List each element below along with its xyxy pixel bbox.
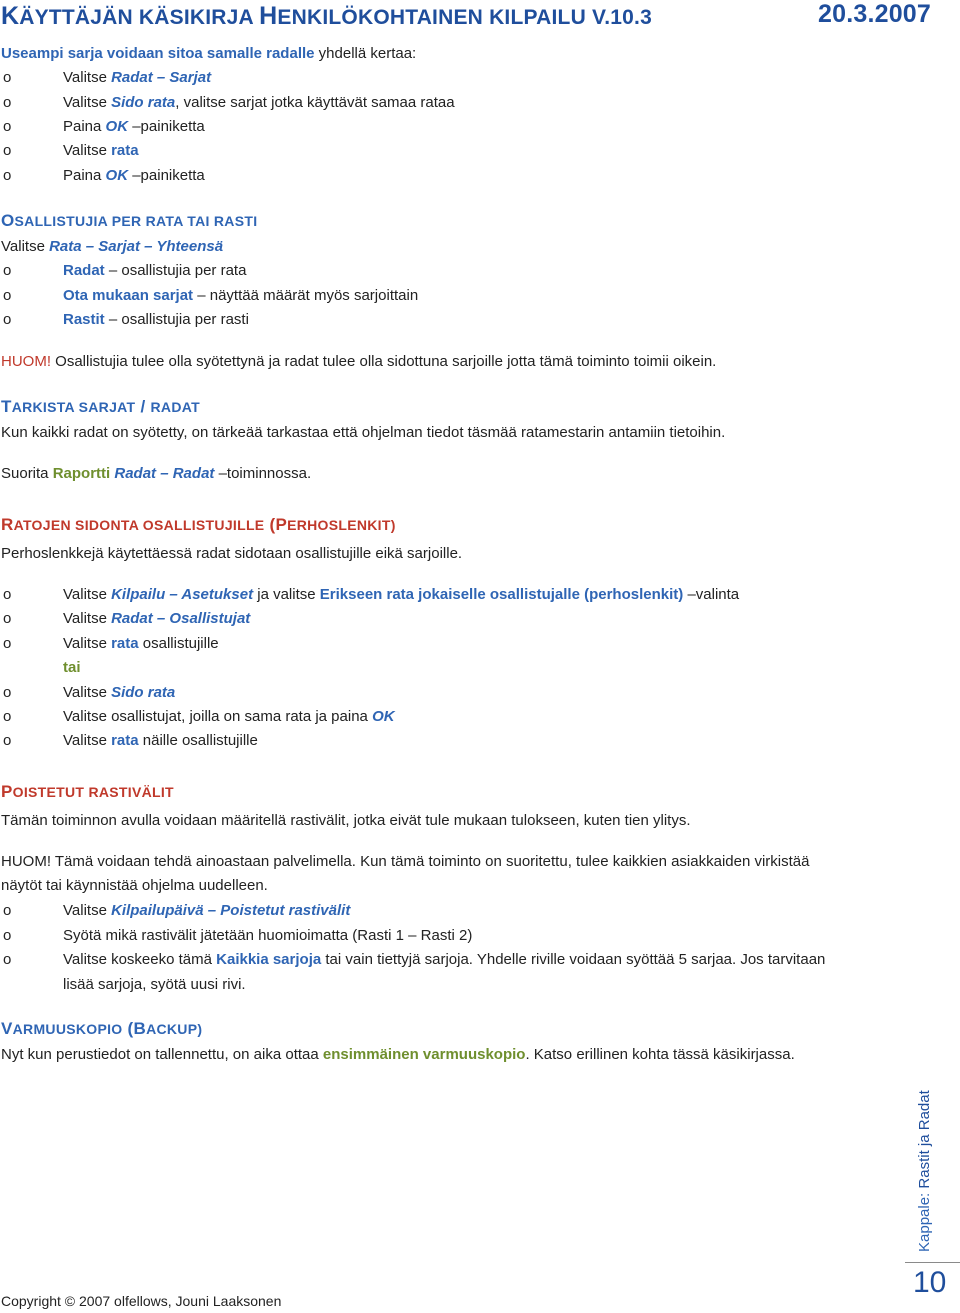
item-text: Valitse <box>63 586 112 603</box>
heading-text: ACKUP) <box>146 1021 203 1037</box>
heading-text: ARMUUSKOPIO <box>12 1021 123 1037</box>
chapter-prefix: Kappale: <box>916 1188 933 1252</box>
item-text: –valinta <box>683 586 740 603</box>
removed-note-line1: HUOM! Tämä voidaan tehdä ainoastaan palvelimella. Kun tämä toiminto on suoritettu, tulee kaikkien asiakkaiden virkistää <box>1 853 810 870</box>
heading-text: OISTETUT RASTIVÄLIT <box>12 784 174 800</box>
heading-text: SALLISTUJIA PER RATA TAI RASTI <box>14 213 258 229</box>
bullet: o <box>3 684 12 701</box>
heading-text: RADAT <box>150 399 200 415</box>
item-text: –painiketta <box>128 167 205 184</box>
menu-path: Sido rata <box>111 94 176 111</box>
item-text: Paina <box>63 167 106 184</box>
list-item <box>0 732 700 756</box>
list-item <box>0 951 900 999</box>
note-text: Osallistujia tulee olla syötettynä ja radat tulee olla sidottuna sarjoille jotta tämä toiminto toimii oikein. <box>51 353 717 370</box>
list-item <box>0 902 700 926</box>
list-item <box>0 684 700 708</box>
menu-path: Radat – Sarjat <box>111 69 212 86</box>
check-run-line <box>1 465 311 482</box>
list-item <box>0 927 700 951</box>
menu-path: Radat – Osallistujat <box>111 610 251 627</box>
button-ref: OK <box>372 708 395 725</box>
heading-cap: B <box>133 1019 147 1038</box>
chapter-name: Rastit ja Radat <box>916 1090 933 1189</box>
option-ref: Erikseen rata jokaiselle osallistujalle (perhoslenkit) <box>319 586 684 603</box>
copyright: Copyright © 2007 olfellows, Jouni Laaksonen <box>1 1293 282 1309</box>
lead-text: Valitse <box>1 238 50 255</box>
bullet: o <box>3 951 12 968</box>
heading-cap: V <box>1 1019 13 1038</box>
list-item <box>0 167 700 191</box>
heading-paren: ( <box>122 1019 134 1038</box>
link-ref: ensimmäinen varmuuskopio <box>322 1046 526 1063</box>
option-ref: Radat <box>63 262 105 279</box>
list-item <box>0 311 700 335</box>
check-paragraph: Kun kaikki radat on syötetty, on tärkeää tarkastaa että ohjelman tiedot täsmää ratamestarin antamiin tietoihin. <box>1 424 726 441</box>
multi-lead <box>1 45 416 62</box>
item-text: tai vain tiettyjä sarjoja. Yhdelle riville voidaan syöttää 5 sarjaa. Jos tarvitaan <box>321 951 826 968</box>
menu-path: Radat – Radat <box>114 465 215 482</box>
warning-label: HUOM! <box>1 353 51 370</box>
bullet: o <box>3 142 12 159</box>
menu-path: Rata – Sarjat – Yhteensä <box>49 238 224 255</box>
heading-cap: T <box>1 397 12 416</box>
document-date <box>818 0 931 29</box>
menu-path: Kilpailupäivä – Poistetut rastivälit <box>111 902 351 919</box>
item-text: Valitse <box>63 610 112 627</box>
multi-lead-key: Useampi sarja voidaan sitoa samalle radalle <box>1 45 315 62</box>
multi-lead-rest: yhdellä kertaa: <box>314 45 417 62</box>
heading-cap: P <box>1 782 13 801</box>
title-part: ÄYTTÄJÄN KÄSIKIRJA <box>19 6 254 29</box>
item-text: , valitse sarjat jotka käyttävät samaa rataa <box>175 94 455 111</box>
option-ref: Ota mukaan sarjat <box>63 287 194 304</box>
footer-divider <box>905 1262 960 1263</box>
bind-heading <box>1 515 396 535</box>
heading-paren: ( <box>264 515 276 534</box>
list-item <box>0 94 700 118</box>
document-title <box>1 2 652 31</box>
participants-note <box>1 353 716 370</box>
bullet: o <box>3 586 12 603</box>
list-item <box>0 708 700 732</box>
button-ref: OK <box>105 167 129 184</box>
list-item <box>0 610 700 634</box>
heading-slash: / <box>135 397 151 416</box>
field-ref: rata <box>111 142 139 159</box>
removed-heading <box>1 782 174 802</box>
heading-text: ATOJEN SIDONTA OSALLISTUJILLE <box>13 517 265 533</box>
heading-cap: P <box>275 515 288 534</box>
bullet: o <box>3 94 12 111</box>
or-word: tai <box>63 659 81 676</box>
list-item <box>0 118 700 142</box>
run-text: Suorita <box>1 465 53 482</box>
heading-text: ERHOSLENKIT) <box>287 517 396 533</box>
item-text: – näyttää määrät myös sarjoittain <box>193 287 419 304</box>
item-text: – osallistujia per rasti <box>104 311 249 328</box>
check-heading <box>1 397 200 417</box>
bullet: o <box>3 708 12 725</box>
list-item <box>0 635 700 659</box>
page-number: 10 <box>913 1266 947 1299</box>
heading-text: ARKISTA SARJAT <box>11 399 136 415</box>
item-text: osallistujille <box>138 635 219 652</box>
bullet: o <box>3 167 12 184</box>
title-initial: K <box>1 2 20 30</box>
item-text: Syötä mikä rastivälit jätetään huomioimatta (Rasti 1 – Rasti 2) <box>63 927 473 944</box>
chapter-label <box>916 1090 933 1252</box>
item-text: näille osallistujille <box>138 732 258 749</box>
item-text: ja valitse <box>253 586 320 603</box>
item-text: –painiketta <box>128 118 205 135</box>
list-item <box>0 586 900 610</box>
participants-heading <box>1 211 257 231</box>
date-text: 20.3.2007 <box>818 0 932 28</box>
item-text: Valitse <box>63 94 112 111</box>
bullet: o <box>3 69 12 86</box>
option-ref: Kaikkia sarjoja <box>216 951 322 968</box>
bullet: o <box>3 610 12 627</box>
item-text: Valitse <box>63 732 112 749</box>
backup-heading <box>1 1019 202 1039</box>
backup-paragraph <box>1 1046 795 1063</box>
bullet: o <box>3 118 12 135</box>
bullet: o <box>3 902 12 919</box>
option-ref: Rastit <box>63 311 105 328</box>
list-item <box>0 287 700 311</box>
item-text: Valitse <box>63 69 112 86</box>
item-text: Valitse <box>63 635 112 652</box>
bullet: o <box>3 927 12 944</box>
menu-ref: Raportti <box>52 465 111 482</box>
removed-paragraph: Tämän toiminnon avulla voidaan määritellä rastivälit, jotka eivät tule mukaan tulokseen, kuten tien ylitys. <box>1 812 691 829</box>
heading-cap: R <box>1 515 14 534</box>
item-text: Valitse osallistujat, joilla on sama rata ja paina <box>63 708 373 725</box>
item-text: Valitse koskeeko tämä <box>63 951 217 968</box>
bullet: o <box>3 732 12 749</box>
bullet: o <box>3 262 12 279</box>
item-text: Paina <box>63 118 106 135</box>
item-text: Valitse <box>63 142 112 159</box>
list-item <box>0 142 700 166</box>
bullet: o <box>3 311 12 328</box>
removed-note-line2: näytöt tai käynnistää ohjelma uudelleen. <box>1 877 268 894</box>
menu-path: Sido rata <box>111 684 176 701</box>
title-initial-2: H <box>259 2 278 30</box>
menu-path: Kilpailu – Asetukset <box>111 586 254 603</box>
bullet: o <box>3 635 12 652</box>
field-ref: rata <box>111 635 139 652</box>
title-part-2: ENKILÖKOHTAINEN KILPAILU V.10.3 <box>277 6 652 29</box>
list-item <box>0 69 700 93</box>
bullet: o <box>3 287 12 304</box>
item-text: Valitse <box>63 684 112 701</box>
participants-lead <box>1 238 223 255</box>
button-ref: OK <box>105 118 129 135</box>
item-text: lisää sarjoja, syötä uusi rivi. <box>63 976 246 993</box>
run-text: –toiminnossa. <box>214 465 312 482</box>
item-text: Valitse <box>63 902 112 919</box>
list-item <box>0 262 700 286</box>
heading-cap: O <box>1 211 15 230</box>
field-ref: rata <box>111 732 139 749</box>
item-text: – osallistujia per rata <box>104 262 247 279</box>
para-text: . Katso erillinen kohta tässä käsikirjassa. <box>525 1046 795 1063</box>
bind-paragraph: Perhoslenkkejä käytettäessä radat sidotaan osallistujille eikä sarjoille. <box>1 545 463 562</box>
para-text: Nyt kun perustiedot on tallennettu, on aika ottaa <box>1 1046 323 1063</box>
